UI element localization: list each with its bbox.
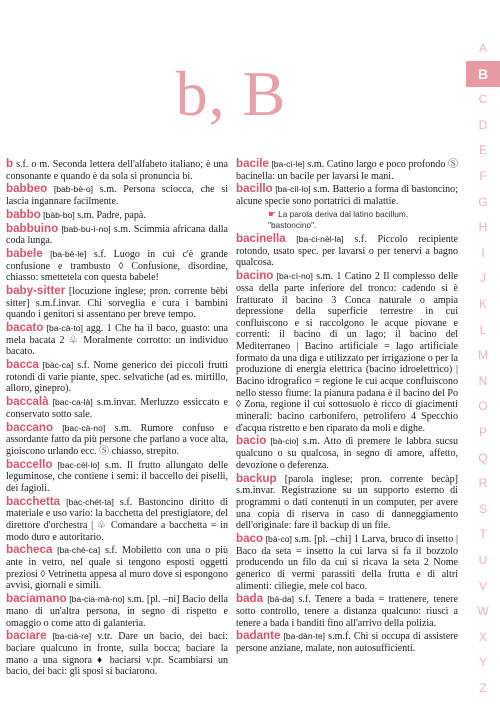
dictionary-entry [6,359,228,395]
dictionary-entry [236,473,458,532]
index-letter-x[interactable]: X [478,629,487,644]
headword: bada [236,592,264,606]
headword: backup [236,471,277,485]
alphabet-index [466,0,500,724]
syllabification: [ba-bè-le] [42,248,87,259]
headword: badante [236,629,281,643]
definition: s.f. Tenere a bada = trattenere, tenere sotto controllo, tenere a distanza qualcuno: riuscì a tenere a bada i banditi fino all'arrivo della polizia. [236,594,458,629]
syllabification: [bac-ca-là] [48,397,93,408]
syllabification: [ba-cia-mà-no] [66,594,125,605]
headword: babbuino [6,221,59,235]
syllabification: [bà-cio] [266,436,299,447]
definition: s.f. Piccolo recipiente rotondo, usato spec. per lavarsi o per tenervi a bagno qualcosa. [236,234,459,269]
syllabification: [bab-bè-o] [47,184,94,195]
syllabification: [ba-dàn-te] [280,631,326,642]
index-letter-y[interactable]: Y [478,655,487,670]
headword: baby-sitter [6,284,66,298]
dictionary-entry [6,496,228,544]
definition: v.tr. Dare un bacio, dei baci: baciare qualcuno in fronte, sulla bocca; baciare la mano a una signora ♦ baciarsi v.pr. Scambiarsi un bacio, dei baci: gli sposi si baciarono. [6,631,228,678]
syllabification: [ba-cìl-lo] [272,184,311,195]
headword: bacino [236,269,274,283]
syllabification: [bac-chét-ta] [60,496,114,507]
dictionary-entry [6,396,228,420]
dictionary-entry [236,183,458,207]
syllabification: [bab-bu-ì-no] [58,223,111,234]
syllabification: [bac-cèl-lo] [52,459,100,470]
definition: s.f. o m. Seconda lettera dell'alfabeto italiano; è una consonante e quando è da sola si pronuncia bi. [6,159,228,182]
headword: baccello [6,457,53,471]
dictionary-entry [236,630,458,654]
index-letter-g[interactable]: G [478,194,488,209]
right-column [236,158,458,656]
index-letter-b[interactable]: B [466,61,500,87]
definition: s.m. [pl. –ni] Bacio della mano di un'altra persona, in segno di rispetto e omaggio o come atto di galanteria. [6,594,228,629]
dictionary-entry [6,544,228,592]
index-letter-d[interactable]: D [478,117,488,132]
dictionary-entry [236,435,458,471]
definition: s.m.invar. Merluzzo essiccato e conservato sotto sale. [6,397,228,420]
definition: s.f. Luogo in cui c'è grande confusione e trambusto ◊ Confusione, disordine, chiasso: smettetela con questa babele! [6,248,228,284]
syllabification: [ba-cì-no] [273,271,313,282]
index-letter-t[interactable]: T [479,527,487,542]
headword: bacinella [236,232,286,246]
pointing-hand-icon: ☛ [268,208,277,219]
etymology-note [236,209,458,232]
index-letter-h[interactable]: H [478,220,488,235]
left-column [6,158,228,679]
index-letter-m[interactable]: M [478,348,488,363]
definition: s.m. Batterio a forma di bastoncino; alcune specie sono portatrici di malattie. [236,184,458,208]
dictionary-entry [6,158,228,182]
syllabification: [ba-ci-nèl-la] [285,234,344,245]
headword: baccalà [6,395,49,409]
index-letter-s[interactable]: S [478,501,487,516]
definition: [locuzione inglese; pron. corrente bèbi sitter] s.m.f.invar. Chi sorveglia e cura i bambini quando i genitori si assentano per breve tempo. [6,286,228,321]
index-letter-p[interactable]: P [478,425,487,439]
index-letter-w[interactable]: W [477,604,489,619]
definition: s.m. Il frutto allungato delle leguminose, che contiene i semi: il baccello dei piselli, dei fagioli. [6,459,228,494]
headword: baciare [6,629,47,643]
syllabification: [ba-chè-ca] [52,545,101,556]
definition: s.m. Persona sciocca, che si lascia ingannare facilmente. [6,184,228,208]
index-letter-f[interactable]: F [479,169,487,183]
dictionary-entry [236,158,458,182]
definition: s.m. Padre, papà. [74,209,146,221]
headword: babbo [6,207,41,221]
headword: bacca [6,358,39,372]
headword: b [6,157,14,170]
syllabification: [bac-cà-no] [53,422,106,433]
definition: s.m. Catino largo e poco profondo Ⓢ bacinella: un bacile per lavarsi le mani. [236,159,459,182]
headword: bacato [6,321,44,335]
index-letter-v[interactable]: V [478,578,487,593]
syllabification: [ba-cì-le] [268,159,305,169]
headword: bacillo [236,182,273,196]
definition: [parola inglese; pron. corrente becàp] s.m.invar. Registrazione su un supporto esterno di programmi o dati contenuti in un computer, per avere una copia di riserva in caso di danneggiamento dell'originale: fare il backup di un file. [236,473,458,532]
dictionary-entry [236,533,458,592]
definition: s.m. Atto di premere le labbra sucsu qualcuno o su qualcosa, in segno di amore, affetto, devozione o deferenza. [236,436,458,471]
dictionary-entry [6,322,228,358]
definition: s.m. 1 Catino 2 Il complesso delle ossa della parte inferiore del tronco: cadendo si è fratturato il bacino 3 Conca naturale o ampia depressione della superficie terrestre in cui confluiscono e si raccolgono le acque piovane e correnti: il bacino di un lago; il bacino del Mediterraneo | Bacino artificiale = lago artificiale formato da una diga e utilizzato per irrigazione o per la produzione di energia elettrica (bacino idroelettrico) | Bacino idrografico = regione le cui acque confluiscono nello stesso fiume: la pianura padana è il bacino del Po ◊ Zona, regione il cui sottosuolo è ricco di giacimenti minerali: bacino carbonifero, petrolifero 4 Specchio d'acqua ristretto e ben riparato da moli e dighe. [236,271,458,434]
syllabification: [bàb-bo] [40,209,75,220]
headword: bacile [236,157,269,170]
syllabification: [ba-cià-re] [46,631,92,642]
headword: baciamano [6,592,67,606]
index-letter-j[interactable]: J [480,271,486,286]
index-letter-i[interactable]: I [481,245,485,260]
dictionary-entry [6,593,228,629]
headword: bacchetta [6,494,61,508]
index-letter-a[interactable]: A [478,41,487,55]
index-letter-n[interactable]: N [478,373,488,388]
index-letter-c[interactable]: C [478,92,488,107]
section-letter-heading: b, B [175,58,287,129]
index-letter-r[interactable]: R [478,476,488,491]
syllabification: [ba-cà-to] [43,323,83,334]
headword: baco [236,531,264,545]
headword: babele [6,246,43,260]
definition: s.f. Bastoncino diritto di materiale e uso vario: la bacchetta del prestigiatore, del direttore d'orchestra | ♧ Comandare a bacchetta = in modo duro e autoritario. [6,496,228,543]
dictionary-entry [6,248,228,284]
dictionary-entry [6,459,228,495]
definition: s.m. Rumore confuso e assordante fatto da più persone che parlano a voce alta, gioiscono urlando ecc. Ⓢ chiasso, strepito. [6,422,228,457]
syllabification: [bàc-ca] [38,360,74,371]
headword: baccano [6,420,54,434]
dictionary-entry [236,233,458,269]
definition: s.f. Mobiletto con una o più ante in vetro, nel quale si tengono esposti oggetti preziosi ◊ Vetrinetta appesa al muro dove si espongono avvisi, giornali e simili. [6,545,228,592]
dictionary-entry [6,422,228,458]
definition: agg. 1 Che ha il baco, guasto: una mela bacata 2 ♧ Moralmente corrotto: un individuo bacato. [6,323,228,358]
dictionary-entry [6,183,228,207]
headword: babbeo [6,182,48,196]
syllabification: [bà-co] [263,533,292,544]
syllabification: [bà-da] [263,594,295,605]
index-letter-u[interactable]: U [478,553,488,567]
index-letter-l[interactable]: L [479,322,487,337]
index-letter-o[interactable]: O [478,399,488,414]
definition: s.f. Nome generico dei piccoli frutti rotondi di varie piante, spec. selvatiche (ad es. mirtillo, alloro, ginepro). [6,360,228,395]
definition: s.m. Scimmia africana dalla coda lunga. [6,223,229,247]
definition: s.m. [pl. –chi] 1 Larva, bruco di insetto | Baco da seta = insetto la cui larva si fa il bozzolo producendo un filo da cui si ricava la seta 2 Nome generico di vermi parassiti della frutta e di altri alimenti: ciliegie, mele col baco. [236,533,458,592]
dictionary-entry [6,630,228,678]
index-letter-e[interactable]: E [478,143,487,158]
headword: bacheca [6,543,53,557]
index-letter-k[interactable]: K [478,297,487,311]
note-text: La parola deriva dal latino bacillum, "bastoncino". [268,208,409,231]
index-letter-q[interactable]: Q [478,450,488,465]
index-letter-z[interactable]: Z [479,681,487,695]
definition: s.m.f. Chi si occupa di assistere persone anziane, malate, non autosufficienti. [236,631,458,654]
headword: bacio [236,434,267,448]
dictionary-entry [236,270,458,434]
dictionary-entry [6,209,228,222]
dictionary-entry [6,285,228,321]
dictionary-entry [6,223,228,247]
dictionary-entry [236,593,458,629]
